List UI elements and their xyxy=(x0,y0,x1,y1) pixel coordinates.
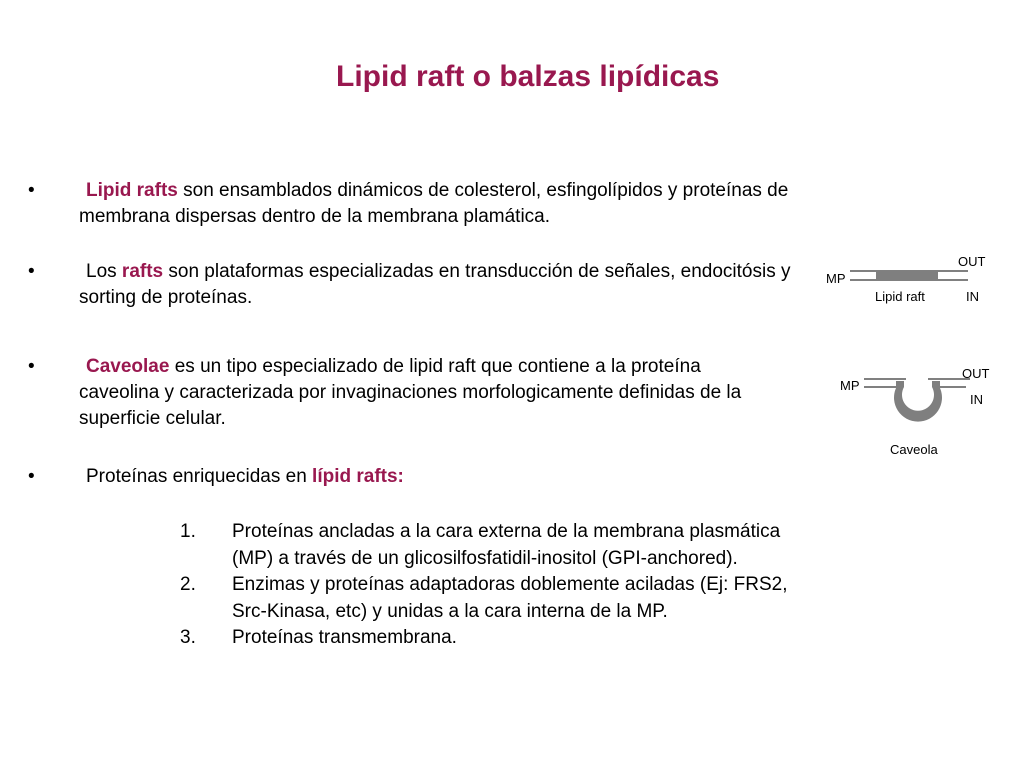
bullet-2-prefix: Los xyxy=(86,261,122,282)
bullet-3-text xyxy=(79,354,759,432)
caveola-caption: Caveola xyxy=(890,442,938,457)
slide-title: Lipid raft o balzas lipídicas xyxy=(336,60,720,93)
keyword-caveolae: Caveolae xyxy=(86,356,170,377)
lipid-raft-diagram xyxy=(820,250,1020,310)
raft-caption: Lipid raft xyxy=(875,289,925,304)
raft-in-label: IN xyxy=(966,289,979,304)
keyword-lipid-rafts-2: lípid rafts: xyxy=(312,466,404,487)
bullet-1-text xyxy=(79,178,799,230)
list-item xyxy=(180,519,810,572)
bullet-1-body: son ensamblados dinámicos de colesterol, esfingolípidos y proteínas de membrana dispersas dentro de la membrana plamática. xyxy=(79,180,789,227)
list-number: 2. xyxy=(180,574,196,595)
bullet-2-text xyxy=(79,259,799,311)
caveola-diagram xyxy=(836,362,1016,462)
raft-mp-label: MP xyxy=(826,271,846,286)
bullet-marker: • xyxy=(28,261,35,282)
caveola-out-label: OUT xyxy=(962,366,990,381)
list-number: 3. xyxy=(180,627,196,648)
lipid-raft-block xyxy=(876,271,938,280)
bullet-4-text xyxy=(79,464,799,490)
list-item xyxy=(180,572,810,625)
bullet-marker: • xyxy=(28,180,35,201)
numbered-list xyxy=(180,519,810,652)
list-item-text: Proteínas ancladas a la cara externa de la membrana plasmática (MP) a través de un glicosilfosfatidil-inositol (GPI-anchored). xyxy=(232,521,781,569)
bullet-marker: • xyxy=(28,466,35,487)
raft-out-label: OUT xyxy=(958,254,986,269)
bullet-marker: • xyxy=(28,356,35,377)
list-item-text: Enzimas y proteínas adaptadoras doblemente aciladas (Ej: FRS2, Src-Kinasa, etc) y unidas a la cara interna de la MP. xyxy=(232,574,788,622)
caveola-invagination xyxy=(894,381,942,422)
keyword-rafts: rafts xyxy=(121,261,164,282)
bullet-4-prefix: Proteínas enriquecidas en xyxy=(86,466,313,487)
list-item xyxy=(180,625,810,652)
caveola-in-label: IN xyxy=(970,392,983,407)
caveola-mp-label: MP xyxy=(840,378,860,393)
list-item-text: Proteínas transmembrana. xyxy=(232,627,457,648)
list-number: 1. xyxy=(180,521,196,542)
bullet-3-body: es un tipo especializado de lipid raft que contiene a la proteína caveolina y caracterizada por invaginaciones morfologicamente definidas de la superficie celular. xyxy=(79,356,742,429)
keyword-lipid-rafts: Lipid rafts xyxy=(86,180,178,201)
bullet-2-body: son plataformas especializadas en transducción de señales, endocitósis y sorting de proteínas. xyxy=(79,261,791,308)
